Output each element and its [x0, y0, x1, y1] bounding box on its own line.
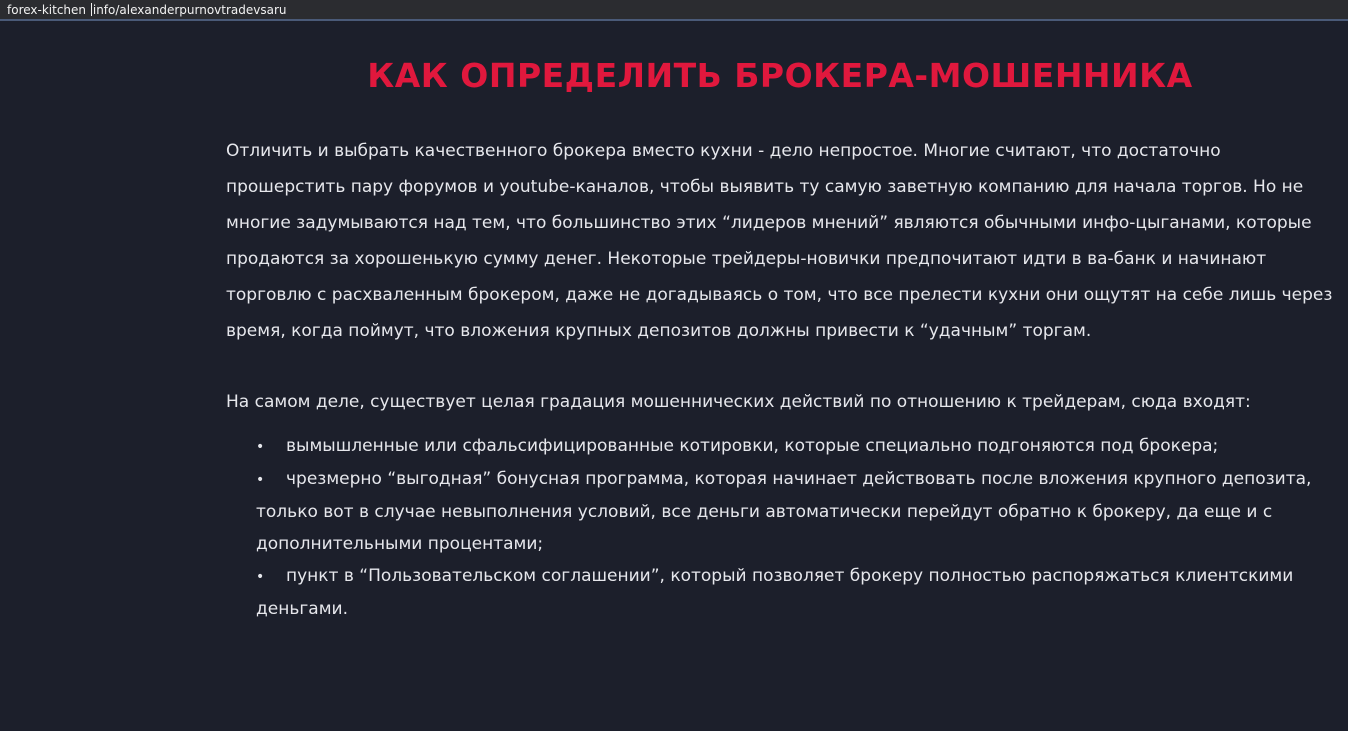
list-item-text: вымышленные или сфальсифицированные котировки, которые специально подгоняются под брокера; [286, 436, 1219, 456]
list-item-text: пункт в “Пользовательском соглашении”, который позволяет брокеру полностью распоряжаться клиентскими деньгами. [256, 566, 1294, 619]
bullet-icon: • [256, 472, 265, 488]
address-path: info/alexanderpurnovtradevsaru [92, 3, 287, 17]
bullet-icon: • [256, 439, 265, 455]
article-title: КАК ОПРЕДЕЛИТЬ БРОКЕРА-МОШЕННИКА [367, 56, 1193, 95]
article-body [226, 133, 1338, 625]
list-item [256, 430, 1338, 463]
intro-paragraph: Отличить и выбрать качественного брокера вместо кухни - дело непростое. Многие считают, что достаточно прошерстить пару форумов и youtube-каналов, чтобы выявить ту самую заветную компанию для начала торгов. Но не многие задумываются над тем, что большинство этих “лидеров мнений” являются обычными инфо-цыганами, которые продаются за хорошенькую сумму денег. Некоторые трейдеры-новички предпочитают идти в ва-банк и начинают торговлю с расхваленным брокером, даже не догадываясь о том, что все прелести кухни они ощутят на себе лишь через время, когда поймут, что вложения крупных депозитов должны привести к “удачным” торгам. [226, 141, 1333, 341]
address-host: forex-kitchen [7, 3, 87, 17]
list-item [256, 463, 1338, 560]
address-bar[interactable] [0, 0, 1348, 21]
list-item-text: чрезмерно “выгодная” бонусная программа, которая начинает действовать после вложения крупного депозита, только вот в случае невыполнения условий, все деньги автоматически перейдут обратно к брокеру, да еще и с дополнительными процентами; [256, 469, 1312, 554]
fraud-list [226, 430, 1338, 625]
address-url[interactable] [7, 2, 287, 18]
list-item [256, 560, 1338, 625]
text-cursor [91, 3, 92, 16]
list-lead-paragraph: На самом деле, существует целая градация мошеннических действий по отношению к трейдерам, сюда входят: [226, 392, 1251, 412]
bullet-icon: • [256, 569, 265, 585]
